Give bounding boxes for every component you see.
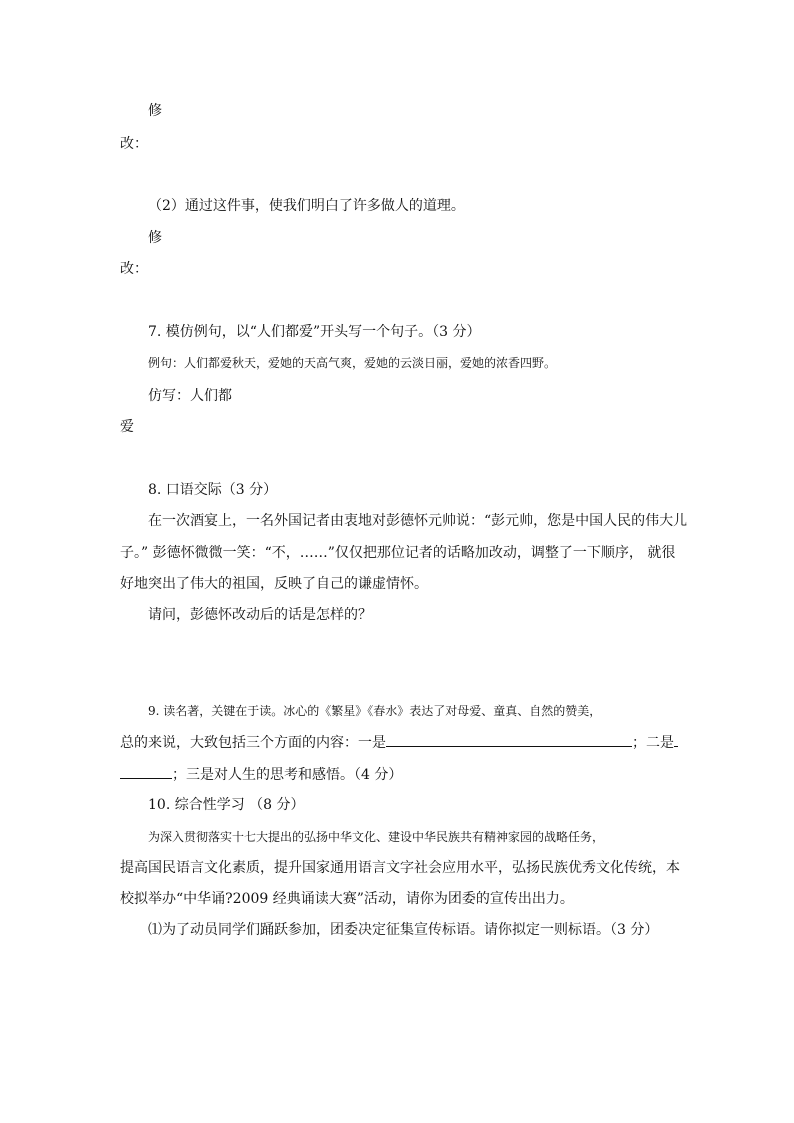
q6-revise2-label-2: 改： — [120, 261, 148, 277]
q7-title: 7. 模仿例句，以“人们都爱”开头写一个句子。（3 分） — [148, 324, 481, 340]
q9-blank-3[interactable] — [120, 764, 172, 779]
q8-question: 请问，彭德怀改动后的话是怎样的？ — [148, 607, 372, 623]
q10-line-4: ⑴为了动员同学们踊跃参加，团委决定征集宣传标语。请你拟定一则标语。（3 分） — [148, 922, 659, 938]
q10-line-3: 校拟举办“中华诵?2009 经典诵读大赛”活动，请你为团委的宣传出出力。 — [120, 891, 574, 907]
q10-title: 10. 综合性学习 （8 分） — [148, 797, 305, 813]
q9-line-3 — [120, 764, 402, 785]
q9-blank-2[interactable] — [674, 732, 678, 747]
q6-revise-label: 修 — [148, 103, 162, 119]
q9-line-1: 9. 读名著，关键在于读。冰心的《繁星》《春水》表达了对母爱、童真、自然的赞美， — [148, 704, 602, 718]
q6-revise-label-2: 改： — [120, 136, 148, 152]
q9-line-2-text-b: ；二是 — [632, 735, 674, 751]
q8-para-line-1: 在一次酒宴上，一名外国记者由衷地对彭德怀元帅说：“彭元帅，您是中国人民的伟大儿 — [148, 513, 688, 529]
q9-blank-1[interactable] — [386, 732, 632, 747]
q6-revise2-label: 修 — [148, 230, 162, 246]
q9-line-3-text: ；三是对人生的思考和感悟。（4 分） — [172, 767, 403, 783]
q10-line-2: 提高国民语言文化素质，提升国家通用语言文字社会应用水平，弘扬民族优秀文化传统，本 — [120, 860, 680, 876]
q8-para-line-2: 子。” 彭德怀微微一笑：“不，……”仅仅把那位记者的话略加改动，调整了一下顺序， 就很 — [120, 545, 676, 561]
q8-title: 8. 口语交际（3 分） — [148, 482, 278, 498]
q7-imitate: 仿写：人们都 — [148, 388, 232, 404]
q7-example: 例句：人们都爱秋天，爱她的天高气爽，爱她的云淡日丽，爱她的浓香四野。 — [148, 356, 557, 370]
q7-imitate-cont: 爱 — [120, 419, 134, 435]
q10-line-1: 为深入贯彻落实十七大提出的弘扬中华文化、建设中华民族共有精神家园的战略任务， — [148, 830, 605, 844]
q6-item-2: （2）通过这件事，使我们明白了许多做人的道理。 — [148, 198, 465, 214]
q9-line-2-text: 总的来说，大致包括三个方面的内容：一是 — [120, 735, 386, 751]
q9-line-2 — [120, 732, 678, 753]
q8-para-line-3: 好地突出了伟大的祖国，反映了自己的谦虚情怀。 — [120, 576, 428, 592]
